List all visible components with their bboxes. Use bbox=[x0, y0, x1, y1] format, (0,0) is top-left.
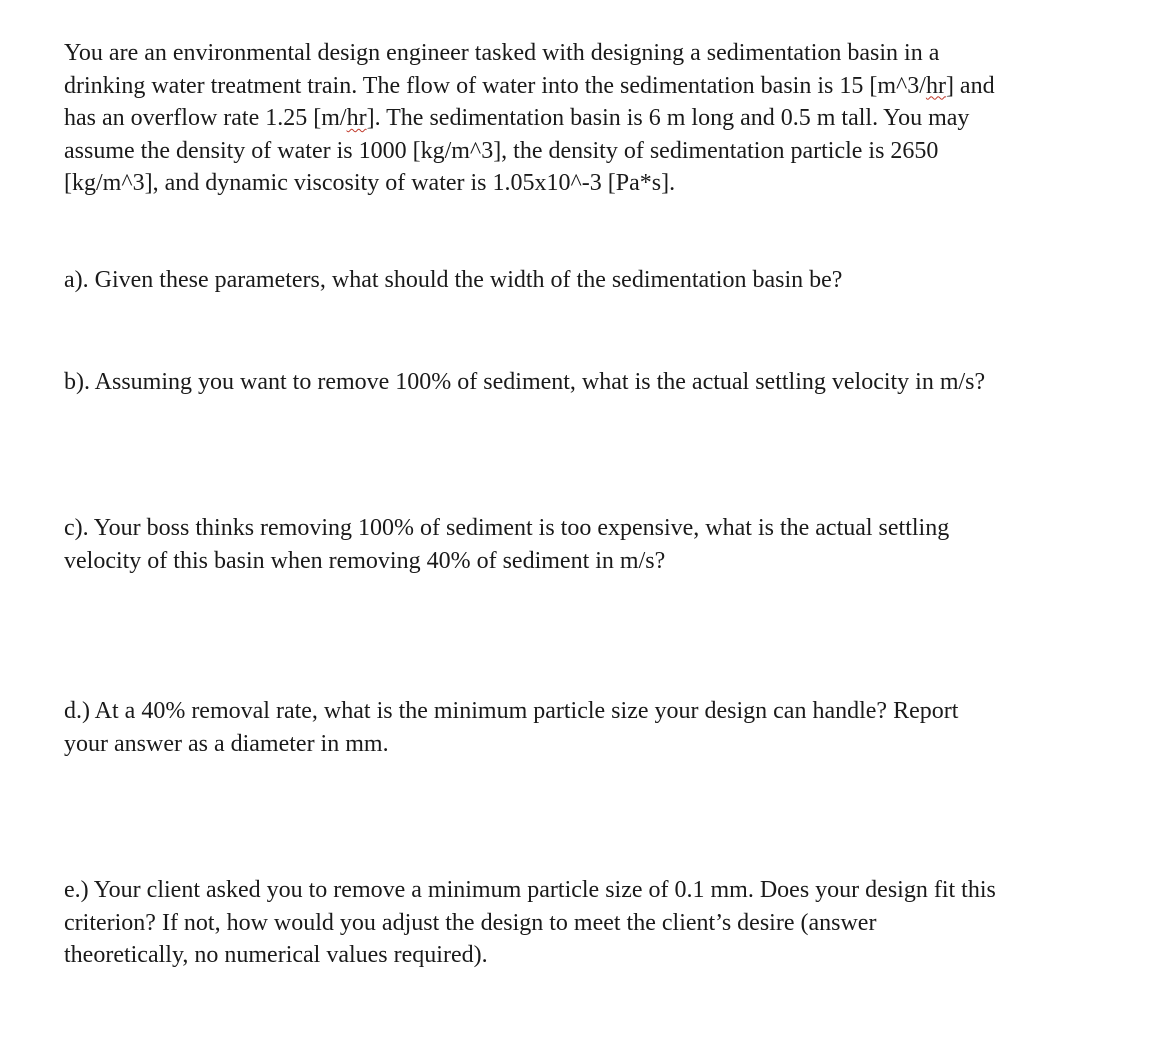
question-e-line-3: theoretically, no numerical values required). bbox=[64, 942, 488, 969]
problem-statement-line-2-text-b: ] and bbox=[945, 72, 995, 99]
question-a-line-1: a). Given these parameters, what should the width of the sedimentation basin be? bbox=[64, 267, 843, 293]
problem-statement-line-5: [kg/m^3], and dynamic viscosity of water is 1.05x10^-3 [Pa*s]. bbox=[64, 170, 676, 197]
problem-statement bbox=[64, 37, 995, 200]
question-e-line-2: criterion? If not, how would you adjust the design to meet the client’s desire (answer bbox=[64, 909, 877, 936]
question-e bbox=[64, 874, 996, 972]
document-page bbox=[64, 0, 1124, 1062]
problem-statement-line-3-text-b: ]. The sedimentation basin is 6 m long and 0.5 m tall. You may bbox=[366, 105, 970, 132]
question-c-line-1: c). Your boss thinks removing 100% of sediment is too expensive, what is the actual settling bbox=[64, 515, 950, 541]
spellcheck-underlined-word[interactable]: hr bbox=[925, 72, 946, 99]
question-d bbox=[64, 695, 958, 760]
question-c-line-2: velocity of this basin when removing 40% of sediment in m/s? bbox=[64, 547, 666, 574]
problem-statement-line-4: assume the density of water is 1000 [kg/m^3], the density of sedimentation particle is 2650 bbox=[64, 137, 939, 164]
question-a bbox=[64, 264, 842, 297]
problem-statement-line-2 bbox=[64, 70, 995, 103]
question-e-line-1: e.) Your client asked you to remove a minimum particle size of 0.1 mm. Does your design fit this bbox=[64, 877, 996, 903]
problem-statement-line-3 bbox=[64, 102, 995, 135]
question-b bbox=[64, 366, 985, 399]
question-c bbox=[64, 512, 949, 577]
problem-statement-line-3-text-a: has an overflow rate 1.25 [m/ bbox=[64, 105, 347, 132]
spellcheck-underlined-word[interactable]: hr bbox=[346, 105, 367, 132]
problem-statement-line-2-text-a: drinking water treatment train. The flow of water into the sedimentation basin is 15 [m^3/ bbox=[64, 72, 926, 99]
question-b-line-1: b). Assuming you want to remove 100% of sediment, what is the actual settling velocity in m/s? bbox=[64, 369, 986, 395]
question-d-line-1: d.) At a 40% removal rate, what is the minimum particle size your design can handle? Report bbox=[64, 698, 959, 724]
question-d-line-2: your answer as a diameter in mm. bbox=[64, 730, 389, 757]
problem-statement-line-1: You are an environmental design engineer tasked with designing a sedimentation basin in a bbox=[64, 40, 940, 66]
